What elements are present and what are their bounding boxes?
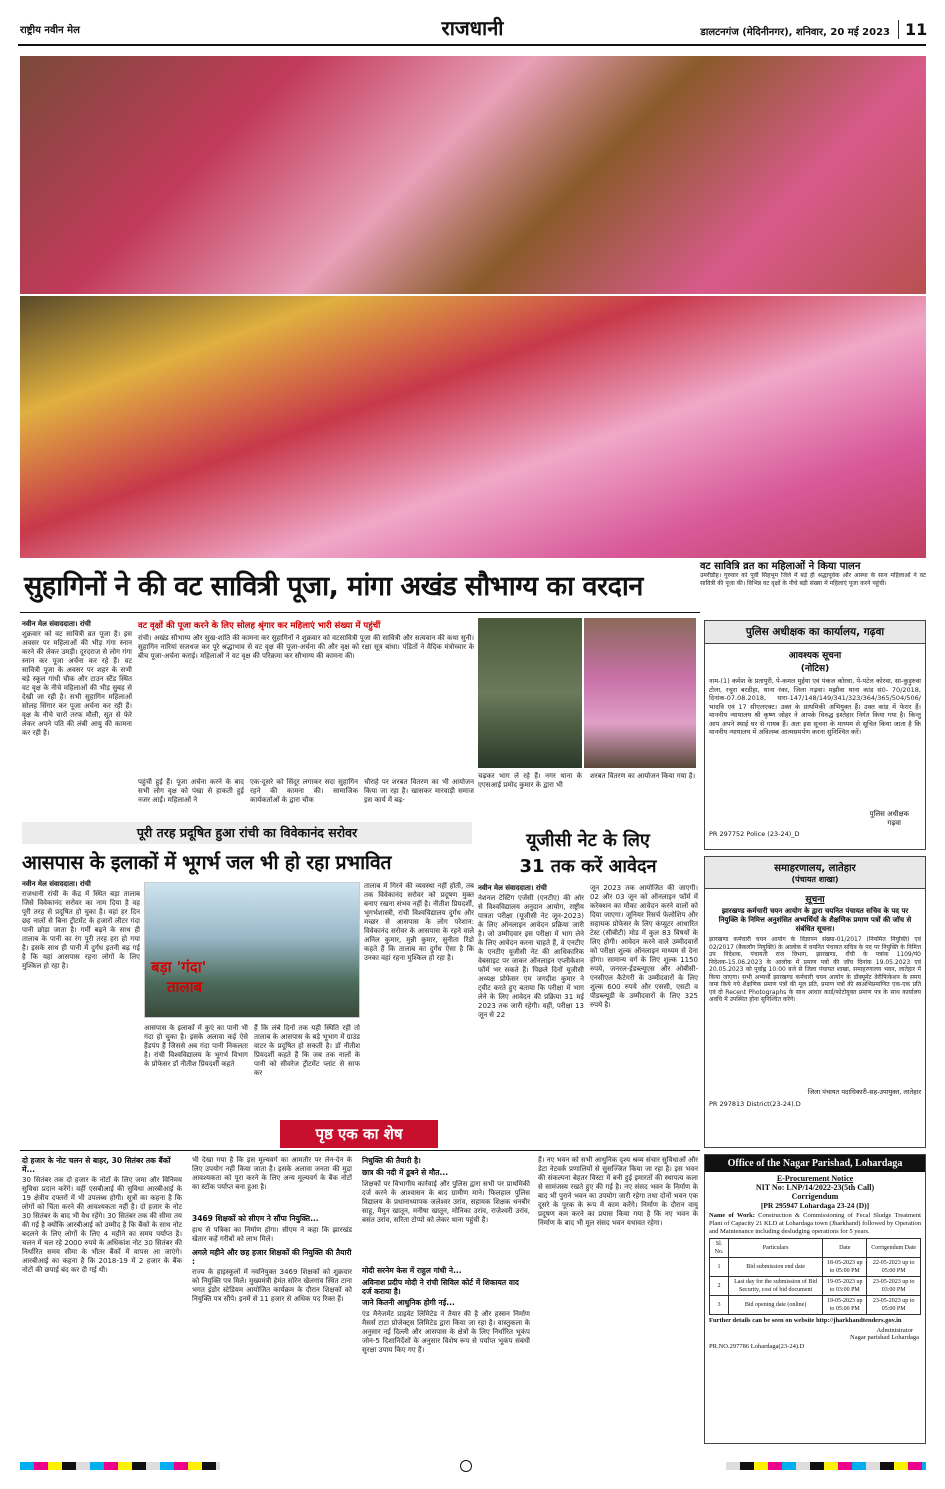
- tender-work-text: Construction & Commissioning of Fecal Sludge Treatment Plant of Capacity 21 KLD at Lohardaga town (Jharkhand) followed by Operation and Maintenance including desludging operations for 5 years.: [709, 1212, 921, 1235]
- side-photo-caption-left: चढ़कर भाग ले रहे हैं। नगर थाना के एएसआई प्रमोद कुमार के द्वारा भी: [478, 772, 582, 789]
- table-cell: 1: [710, 1258, 729, 1277]
- police-notice-office: पुलिस अधीक्षक का कार्यालय, गढ़वा: [705, 621, 925, 644]
- page-number: 11: [898, 20, 927, 39]
- ugc-headline-line2: 31 तक करें आवेदन: [519, 856, 657, 877]
- paper-logo: राष्ट्रीय नवीन मेल: [20, 25, 80, 36]
- tender-signature: Administrator: [876, 1327, 913, 1334]
- side-photo-caption-right: शरबत वितरण का आयोजन किया गया है।: [590, 772, 696, 780]
- cont-col3-head3: मोदी सरनेम केस में राहुल गांधी ने...: [362, 1266, 462, 1275]
- ugc-body-col1: नेशनल टेस्टिंग एजेंसी (एनटीए) की ओर से विश्वविद्यालय अनुदान आयोग, राष्ट्रीय पात्रता परीक्षा (यूजीसी नेट जून-2023) के लिए ऑनलाइन आवेदन प्रक्रिया जारी है। जो उम्मीदवार इस परीक्षा में भाग लेने के लिए आवेदन करना चाहते हैं, वे एनटीए के एनटीए यूजीसी नेट की आधिकारिक वेबसाइट पर जाकर ऑनलाइन एप्लीकेशन फॉर्म भर सकते हैं। पिछले दिनों यूजीसी अध्यक्ष प्रोफेसर एम जगदीश कुमार ने ट्वीट करते हुए बताया कि परीक्षा में भाग लेने के लिए आवेदन की प्रक्रिया 31 मई 2023 तक जारी रहेगी। वहीं, परीक्षा 13 जून से 22: [478, 894, 584, 1019]
- cont-col3-body2: एंड मैनेजमेंट प्राइवेट लिमिटेड ने तैयार की है और हस्सन निर्माण मैसर्स टाटा प्रोजेक्ट्स लिमिटेड द्वारा किया जा रहा है। वास्तुकला के अनुसार नई दिल्ली और आसपास के क्षेत्रों के लिए निर्धारित भूकंप जोन-5 दिशानिर्देशों के अनुसार विशेष रूप से पर्याप्त भूकंप संबंधी सुरक्षा उपाय किए गए हैं।: [362, 1310, 530, 1354]
- pond-graphic-label-2: तालाब: [167, 978, 203, 996]
- lead-body-col4: एक-दूसरे को सिंदूर लगाकर सदा सुहागिन रहने की कामना की। सामाजिक कार्यकर्ताओं के द्वारा चौक: [250, 778, 358, 804]
- panchayat-notice-pr: PR 297813 District(23-24).D: [709, 1100, 801, 1108]
- panchayat-notice-body: झारखण्ड कर्मचारी चयन आयोग के विज्ञापन संख्या-01/2017 (नियमित नियुक्ति) एवं 02/2017 (बैकलॉग नियुक्ति) के आलोक में चयनित पंचायत सचिव के पद पर नियुक्ति के निमित्त उप निदेशक, पंचायती राज विभाग, झारखण्ड, राँची के पत्रांक 1109/पं0 निदेशक-15.06.2023 के आलोक में प्रमाण पत्रों की जॉच दिनांक 19.05.2023 एवं 20.05.2023 को पूर्वाह्न 10:00 बजे से जिला पंचायत शाखा, समाहरणालय भवन, लातेहार में किया जाएगा। सभी अभ्यर्थी झारखण्ड कर्मचारी चयन आयोग के डॉक्यूमेंट वेरीफिकेशन के समय जमा किये गये शैक्षणिक प्रमाण पत्रों की मूल प्रति, प्रमाण पत्रों की स्वअभिप्रमाणित एक-एक प्रति एवं दो Recent Photographs के साथ आधार कार्ड/फोटोयुक्त प्रमाण पत्र के साथ कार्यालय अवधि में उपस्थित होना सुनिश्चित करेंगे।: [709, 936, 921, 1003]
- cont-col3-head1: निधुक्ति की तैयारी है।: [362, 1156, 421, 1165]
- cont-col2-body3: राज्य के हाइस्कूलों में नवनियुक्त 3469 शिक्षकों को शुक्रवार को नियुक्ति पत्र मिले। मुख्यमंत्री हेमंत सोरेन खेलगांव स्थित टाना भगत इंडोर स्टेडियम आयोजित कार्यक्रम के दौरान शिक्षकों को नियुक्ति पत्र सौंपे। इनमें से 11 हजार से अधिक पद रिक्त हैं।: [192, 1268, 352, 1303]
- table-cell: 3: [710, 1296, 729, 1315]
- cont-col2-body: भी देखा गया है कि इस मूल्यवर्ग का आमतौर पर लेन-देन के लिए उपयोग नहीं किया जाता है। इसके अलावा जनता की मुद्रा आवश्यकता को पूरा करने के लिए अन्य मूल्यवर्ग के बैंक नोटों का स्टॉक पर्याप्त बना हुआ है।: [192, 1156, 352, 1191]
- lead-photo-top: [20, 56, 926, 294]
- tender-pr-line: [PR 295947 Lohardaga 23-24 (D)]: [760, 1201, 870, 1210]
- tender-th: Date: [823, 1239, 867, 1258]
- tender-table: [709, 1238, 921, 1315]
- table-cell: 23-05-2023 up to 03:00 PM: [867, 1277, 921, 1296]
- section-title: राजधानी: [441, 16, 504, 40]
- masthead: [0, 0, 945, 54]
- tender-work: [709, 1212, 921, 1236]
- cont-col1-head: दो हजार के नोट चलन से बाहर, 30 सितंबर तक बैंकों में...: [22, 1156, 171, 1174]
- police-notice-subtitle: (नोटिस): [800, 664, 830, 674]
- cont-col3-head2: छात्र की नदी में डूबने से मौत...: [362, 1168, 449, 1177]
- color-bar-right: [726, 1462, 926, 1470]
- tender-title: E-Procurement Notice: [776, 1174, 854, 1183]
- table-row: [710, 1296, 921, 1315]
- tender-th: Sl. No.: [710, 1239, 729, 1258]
- woman-puja-photo: [584, 618, 696, 768]
- tender-table-header: [710, 1239, 921, 1258]
- tender-notice: [704, 1154, 926, 1444]
- police-notice-body: नाम-(1) कमेश के प्रतापुरी, पे-कमल मुईया एवं पंकज कोरवा, पे-पटेल कोरवा, सा-कुड़ुरुवा टोला, रचुरा बरडीहा, थाना रंका, जिला गढ़वा। मझौवा थाना कांड सं0- 70/2018, दिनांक-07.08.2018, धारा-147/148/149/341/323/364/365/504/506/भादवि एवं 17 सीएलएक्ट। उक्त के प्राथमिकी अभियुक्त हैं। उक्त कांड में फेरार हैं। माननीय न्यायालय श्री कृष्ण जोहर ने आपके विरुद्ध इश्तेहार निर्गत किया गया है। किन्तु आप अपने स्थाई घर से गायब हैं। अतः इस सूचना के माध्यम से सूचित किया जाता है कि माननीय न्यायालय में अविलम्ब आत्मसमर्पण करना सुनिश्चित करें।: [709, 677, 921, 736]
- banyan-tree-photo: [478, 618, 582, 768]
- pond-graphic-label-1: बड़ा 'गंदा': [151, 958, 207, 976]
- table-cell: 2: [710, 1277, 729, 1296]
- lead-photo-caption-title: वट सावित्रि व्रत का महिलाओं ने किया पालन: [700, 561, 861, 572]
- registration-target-icon: [460, 1460, 472, 1472]
- table-row: [710, 1277, 921, 1296]
- police-notice-signature: पुलिस अधीक्षक: [869, 810, 909, 818]
- tender-corrigendum: Corrigendum: [791, 1192, 839, 1201]
- cont-col3-body1: शिक्षकों पर विभागीय कार्रवाई और पुलिस द्वारा सभी पर प्राथमिकी दर्ज करने के आश्वासन के बाद ग्रामीण माने। फिलहाल पुलिस विद्यालय के प्रधानाध्यापक जलेश्वर उरांव, सहायक शिक्षक धनबीर साहू, मैमुन खातून, मनीषा खातून, मोनिका उरांव, राजेश्वरी उरांव, बसंत उरांव, सरिता टोप्पो को लेकर थाना पहुंची है।: [362, 1180, 530, 1224]
- panchayat-notice: [704, 856, 926, 1148]
- lead-body-col5: चौराहे पर शरबत वितरण का भी आयोजन किया जा रहा है। खासकर मारवाड़ी समाज इस कार्य में बढ़-: [364, 778, 474, 804]
- table-cell: 23-05-2023 up to 05:00 PM: [867, 1296, 921, 1315]
- vivekanand-kicker: पूरी तरह प्रदूषित हुआ रांची का विवेकानंद सरोवर: [136, 825, 358, 840]
- dateline: डालटनगंज (मेदिनीनगर), शनिवार, 20 मई 2023: [700, 27, 890, 38]
- color-bar-left: [20, 1462, 220, 1470]
- vivekanand-byline: नवीन मेल संवाददाता। रांची: [22, 880, 91, 888]
- table-row: [710, 1258, 921, 1277]
- lead-rule: [20, 612, 700, 613]
- ugc-body-col2: जून 2023 तक आयोजित की जाएगी। 02 और 03 जून को ऑनलाइन फॉर्म में करेक्शन का मौका आवेदन करने वालों को दिया जाएगा। जूनियर रिसर्च फेलोशिप और सहायक प्रोफेसर के लिए कंप्यूटर आधारित टेस्ट (सीबीटी) मोड में कुल 83 विषयों के लिए होगी। आवेदन करने वाले उम्मीदवारों को परीक्षा शुल्क ऑनलाइन माध्यम से देना होगा। सामान्य वर्ग के लिए शुल्क 1150 रुपये, जनरल-ईडब्ल्यूएस और ओबीसी-एनसीएल कैटेगरी के उम्मीदवारों के लिए शुल्क 600 रुपये और एससी, एसटी व पीडब्ल्यूडी के उम्मीदवारों के लिए 325 रुपये है।: [590, 884, 698, 1009]
- lead-photo-caption-box: [700, 558, 926, 610]
- vivekanand-headline: आसपास के इलाकों में भूगर्भ जल भी हो रहा प्रभावित: [22, 851, 392, 874]
- ugc-byline: नवीन मेल संवाददाता। रांची: [478, 884, 547, 892]
- panchayat-notice-signature: जिला पंचायत पदाधिकारी-सह-उपायुक्त, लातेहार: [807, 1088, 921, 1096]
- registration-marks: [20, 1462, 926, 1472]
- continuation-rule: [20, 1150, 700, 1151]
- cont-col2-head2: अगले महीने और छह हजार शिक्षकों की नियुक्ति की तैयारी :: [192, 1248, 352, 1266]
- table-cell: Bid opening date (online): [729, 1296, 823, 1315]
- tender-signature-place: Nagar parishad Lohardaga: [850, 1334, 919, 1341]
- tender-footer: Further details can be seen on website http://jharkhandtenders.gov.in: [709, 1317, 902, 1324]
- tender-pr: PR.NO.297786 Lohardaga(23-24).D: [709, 1343, 805, 1350]
- pond-graphic: [144, 882, 360, 1018]
- tender-th: Particulars: [729, 1239, 823, 1258]
- table-cell: 22-05-2023 up to 05:00 PM: [867, 1258, 921, 1277]
- tender-nit: NIT No: LNP/14/2022-23(5th Call): [755, 1183, 875, 1192]
- panchayat-notice-intro: झारखण्ड कर्मचारी चयन आयोग के द्वारा चयनित पंचायत सचिव के पद पर नियुक्ति के निमित्त अनुशंसित अभ्यर्थियों के शैक्षणिक प्रमाण पत्रों की जॉच से संबंधित सूचना।: [718, 907, 912, 933]
- table-cell: Bid submission end date: [729, 1258, 823, 1277]
- vivekanand-body-col2: तालाब में गिरने की व्यवस्था नहीं होती, तब तक विवेकानंद सरोवर को प्रदूषण मुक्त बनाए रखना संभव नहीं है। नीतीश प्रियदर्शी, भूगर्भशास्त्री, रांची विश्वविद्यालय दुर्गंध और मच्छर से आसपास के लोग परेशान: विवेकानंद सरोवर के आसपास के रहने वाले अनिल कुमार, मुन्नी कुमार, सुनीता रिंडो कहते हैं कि तालाब का दुर्गंध ऐसा है कि उनका वहां रहना मुश्किल हो रहा है।: [364, 882, 474, 962]
- ugc-headline-line1: यूजीसी नेट के लिए: [526, 830, 650, 851]
- cont-col2-head1: 3469 शिक्षकों को सीएम ने सौंपा नियुक्ति...: [192, 1214, 319, 1223]
- panchayat-notice-title: सूचना: [805, 895, 825, 905]
- lead-kicker: वट वृक्षों की पूजा करने के लिए सोलह श्रृंगार कर महिलाएं भारी संख्या में पहुंचीं: [138, 621, 381, 631]
- panchayat-notice-dept: (पंचायत शाखा): [705, 874, 925, 889]
- table-cell: Last day for the submission of Bid Security, cost of bid document: [729, 1277, 823, 1296]
- panchayat-notice-office: समाहरणालय, लातेहार: [705, 857, 925, 874]
- masthead-rule: [18, 44, 926, 46]
- police-notice: [704, 620, 926, 850]
- cont-col3-head5: जाने कितनी आधुनिक होगी नई...: [362, 1298, 455, 1307]
- tender-table-wrap: [709, 1238, 921, 1315]
- police-notice-title: आवश्यक सूचना: [788, 651, 842, 661]
- table-cell: 19-05-2023 up to 05:00 PM: [823, 1296, 867, 1315]
- lead-photo-caption-text: उमरीडीह। गुरुवार को पूर्वी सिंहभूम जिले में बड़े ही श्रद्धापूर्वक और आस्था के साथ महिलाओं ने वट सावित्री की पूजा की। विभिन्न वट वृक्षों के नीचे बड़ी संख्या में महिलाएं पूजा करने पहुंचीं।: [700, 572, 926, 587]
- tender-office: Office of the Nagar Parishad, Lohardaga: [705, 1155, 925, 1172]
- cont-col4-body: हैं। नए भवन को सभी आधुनिक दृश्य श्रव्य संचार सुविधाओं और डेटा नेटवर्क प्रणालियों से सुसज्जित किया जा रहा है। इस भवन की संकल्पना बेहतर विस्टा में बनी हुई इमारतों की स्थापत्य कला से सामंजस्य रखते हुए की गई है। नए संसद भवन के निर्माण के बाद भी पुराने भवन का उपयोग जारी रहेगा तथा दोनों भवन एक दूसरे के पूरक के रूप में काम करेंगे। निर्माण के दौरान वायु प्रदूषण कम करने का प्रयास किया गया है कि नए भवन के निर्माण के बाद भी मूल संसद भवन यथावत रहेगा।: [538, 1156, 698, 1227]
- lead-body-col1: शुक्रवार को वट सावित्री व्रत पूजा है। इस अवसर पर महिलाओं की भीड़ गंगा स्नान करने की लेकर उमड़ी। दूरदराज से लोग गंगा स्नान कर पूजा अर्चना कर रहे हैं। वट सावित्री पूजा के अवसर पर शहर के सभी बड़े स्कूल गांधी चौक और टाउन स्टैंड स्थित वट वृक्ष के नीचे महिलाओं की भीड़ सुबह से देखी जा रही है। सभी सुहागिन महिलाओं सोलह सिंगार कर पूजा अर्चना कर रही हैं। वृक्ष के नीचे चारों तरफ मौली, सूत से फेरे लेकर अपने पति की लंबी आयु की कामना कर रही हैं।: [22, 630, 132, 737]
- lead-byline: नवीन मेल संवाददाता। रांची: [22, 620, 91, 628]
- continuation-banner: पृष्ठ एक का शेष: [280, 1120, 438, 1148]
- lead-body-col2: रांची। अखंड सौभाग्य और सुख-शांति की कामना कर सुहागिनों ने शुक्रवार को वटसावित्री पूजा की सावित्री और सत्यवान की कथा सुनी। सुहागिन नारियां सजधज कर पूरे श्रद्धाभाव से वट वृक्ष की पूजा-अर्चना की और वृक्ष को रक्षा सूत्र बांधा। पंडितों ने वैदिक मंत्रोच्चार के बीच पूजा-अर्चना कराई। महिलाओं ने वट वृक्ष की परिक्रमा कर सौभाग्य की कामना की।: [138, 634, 474, 660]
- police-notice-pr: PR 297752 Police (23-24)_D: [709, 830, 800, 838]
- cont-col2-body2: हाथ से पत्रिका का निर्माण होगा। सीएम ने कहा कि झारखंड खेतार कहें गरीबों को लाभ मिले।: [192, 1226, 352, 1243]
- tender-work-label: Name of Work:: [709, 1212, 755, 1219]
- table-cell: 18-05-2023 up to 05:00 PM: [823, 1258, 867, 1277]
- table-cell: 19-05-2023 up to 03:00 PM: [823, 1277, 867, 1296]
- vivekanand-body-col-a: आसपास के इलाकों में कुएं का पानी भी गंदा हो चुका है। इसके अलावा कई ऐसे हैंडपंप हैं जिससे अब गंदा पानी निकलता है। रांची विश्वविद्यालय के भूगर्भ विभाग के प्रोफेसर डॉ नीतीश प्रियदर्शी कहते: [144, 1024, 248, 1068]
- vivekanand-kicker-bar: [22, 822, 472, 844]
- lead-body-col3: पहुंची हुई हैं। पूजा अर्चना करने के बाद सभी लोग वृक्ष को पंखा से हाकती हुई नजर आईं। महिलाओं ने: [138, 778, 244, 804]
- vivekanand-body-col1: राजधानी रांची के केंद्र में स्थित बड़ा तालाब जिसे विवेकानंद सरोवर का नाम दिया है वह पूरी तरह से प्रदूषित हो चुका है। वहां हर दिन छह नालों से बिना ट्रीटमेंट के हजारों लीटर गंदा पानी छोड़ा जाता है। गर्मी बढ़ने के साथ ही तालाब के पानी का रंग पूरी तरह हरा हो गया है। इसके साथ ही पानी में दुर्गंध इतनी बढ़ गई है कि यहां आसपास रहना लोगों के लिए मुश्किल हो रहा है।: [22, 890, 140, 970]
- cont-col1-body: 30 सितंबर तक दो हजार के नोटों के लिए जमा और विनिमय सुविधा प्रदान करेंगे। वहीं एसबीआई की सुविधा आरबीआई के 19 क्षेत्रीय दफ्तरों में भी उपलब्ध होगी। सूत्रों का कहना है कि लोगों को चिंता करने की आवश्यकता नहीं है। दो हजार के नोट 30 सितंबर के बाद भी वैध रहेंगे। 30 सितंबर तक की सीमा तय की गई है क्योंकि आरबीआई को उम्मीद है कि बैंकों के साथ नोट बदलने के लिए लोगों के लिए 4 महीने का समय पर्याप्त है। चलन में चल रहे 2000 रुपये के अधिकांश नोट 30 सितंबर की निर्धारित समय सीमा के भीतर बैंकों में वापस आ जाएंगे। आरबीआई का कहना है कि 2018-19 में 2 हजार के बैंक नोटों की छपाई बंद कर दी गई थी।: [22, 1176, 182, 1274]
- police-notice-signature-place: गढ़वा: [887, 819, 901, 827]
- tender-th: Corrigendum Date: [867, 1239, 921, 1258]
- lead-headline: सुहागिनों ने की वट सावित्री पूजा, मांगा अखंड सौभाग्य का वरदान: [24, 571, 643, 602]
- lead-photo-bottom: [20, 296, 926, 558]
- cont-col3-head4: अविनाश प्रदीप मोदी ने रांची सिविल कोर्ट में शिकायत वाद दर्ज कराया है।: [362, 1278, 519, 1296]
- vivekanand-body-col-b: हैं कि लंबे दिनों तक यही स्थिति रही तो तालाब के आसपास के बड़े भूभाग में ग्राउंड वाटर के प्रदूषित हो सकती है। डॉ नीतीश प्रियदर्शी कहते हैं कि जब तक नालों के पानी को सीवरेज ट्रीटमेंट प्लांट से साफ कर: [254, 1024, 360, 1077]
